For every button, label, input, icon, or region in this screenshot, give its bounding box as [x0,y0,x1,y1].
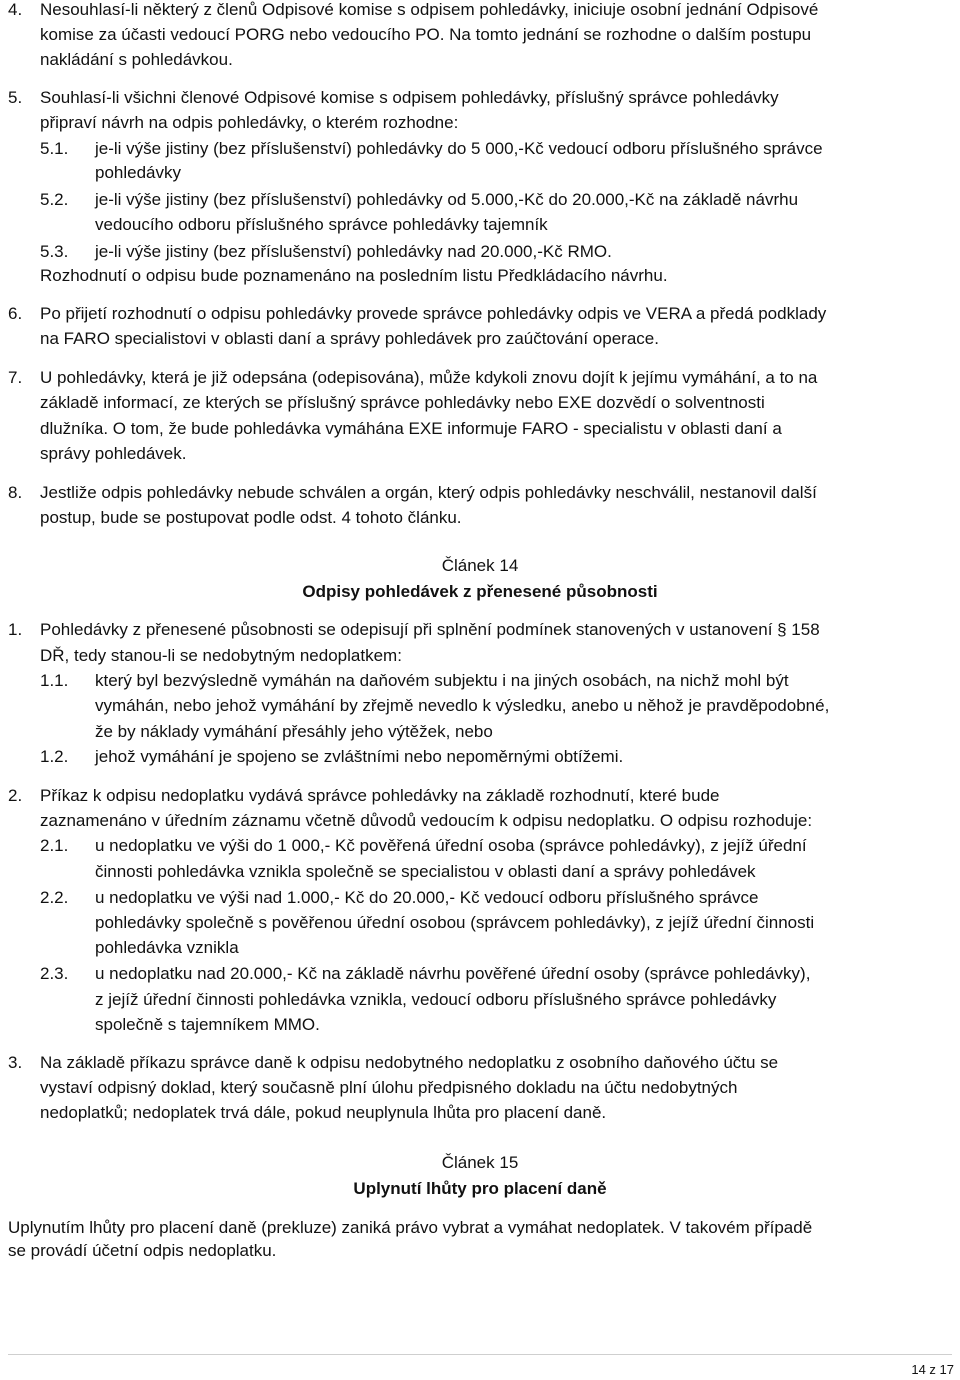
subitem-line: vymáhán, nebo jehož vymáhání by zřejmě nevedlo k výsledku, anebo u něhož je pravděpodobné, [95,696,830,715]
article-14-label: Článek 14 [441,556,519,575]
paragraph-line: Rozhodnutí o odpisu bude poznamenáno na posledním listu Předkládacího návrhu. [40,266,668,285]
paragraph-line: připraví návrh na odpis pohledávky, o kterém rozhodne: [40,113,459,132]
paragraph-line: Na základě příkazu správce daně k odpisu nedobytného nedoplatku z osobního daňového účtu se [40,1053,779,1072]
page-number: 14 z 17 [911,1362,954,1377]
subitem-line: společně s tajemníkem MMO. [95,1015,320,1034]
item-number: 5. [8,88,23,107]
paragraph-line: dlužníka. O tom, že bude pohledávka vymáhána EXE informuje FARO - specialistu v oblasti daní a [40,419,782,438]
subitem-line: který byl bezvýsledně vymáhán na daňovém subjektu i na jiných osobách, na nichž mohl být [95,671,789,690]
subitem-line: že by náklady vymáhání přesáhly jeho výtěžek, nebo [95,722,493,741]
paragraph-line: Po přijetí rozhodnutí o odpisu pohledávky provede správce pohledávky odpis ve VERA a předá podklady [40,304,827,323]
paragraph-line: DŘ, tedy stanou-li se nedobytným nedoplatkem: [40,646,402,665]
item-number: 7. [8,368,23,387]
paragraph-line: správy pohledávek. [40,444,187,463]
subitem-number: 5.1. [40,139,69,158]
paragraph-line: Nesouhlasí-li některý z členů Odpisové komise s odpisem pohledávky, iniciuje osobní jednání Odpisové [40,0,819,19]
subitem-number: 5.3. [40,242,69,261]
paragraph-line: Příkaz k odpisu nedoplatku vydává správce pohledávky na základě rozhodnutí, které bude [40,786,720,805]
subitem-line: vedoucího odboru příslušného správce pohledávky tajemník [95,215,548,234]
paragraph-line: Souhlasí-li všichni členové Odpisové komise s odpisem pohledávky, příslušný správce pohledávky [40,88,779,107]
paragraph-line: postup, bude se postupovat podle odst. 4 tohoto článku. [40,508,462,527]
subitem-number: 2.1. [40,836,69,855]
article-15-title: Uplynutí lhůty pro placení daně [353,1179,607,1198]
item-number: 3. [8,1053,23,1072]
subitem-number: 5.2. [40,190,69,209]
subitem-line: u nedoplatku ve výši nad 1.000,- Kč do 20.000,- Kč vedoucí odboru příslušného správce [95,888,759,907]
paragraph-line: komise za účasti vedoucí PORG nebo vedoucího PO. Na tomto jednání se rozhodne o dalším postupu [40,25,812,44]
article-14-title: Odpisy pohledávek z přenesené působnosti [302,582,658,601]
subitem-line: u nedoplatku nad 20.000,- Kč na základě návrhu pověřené úřední osoby (správce pohledávky), [95,964,811,983]
subitem-line: pohledávka vznikla [95,938,239,957]
paragraph-line: nedoplatků; nedoplatek trvá dále, pokud neuplynula lhůta pro placení daně. [40,1103,607,1122]
subitem-line: pohledávky společně s pověřenou úřední osobou (správcem pohledávky), z jejíž úřední činnosti [95,913,815,932]
paragraph-line: vystaví odpisný doklad, který současně plní úlohu předpisného dokladu na účtu nedobytných [40,1078,738,1097]
paragraph-line: Jestliže odpis pohledávky nebude schválen a orgán, který odpis pohledávky neschválil, nestanovil další [40,483,817,502]
item-number: 4. [8,0,23,19]
subitem-line: je-li výše jistiny (bez příslušenství) pohledávky od 5.000,-Kč do 20.000,-Kč na základě návrhu [95,190,799,209]
subitem-line: je-li výše jistiny (bez příslušenství) pohledávky nad 20.000,-Kč RMO. [95,242,612,261]
subitem-number: 1.2. [40,747,69,766]
item-number: 6. [8,304,23,323]
paragraph-line: zaznamenáno v úředním záznamu včetně důvodů vedoucím k odpisu nedoplatku. O odpisu rozhoduje: [40,811,813,830]
paragraph-line: Pohledávky z přenesené působnosti se odepisují při splnění podmínek stanovených v ustanovení § 158 [40,620,820,639]
subitem-number: 2.3. [40,964,69,983]
paragraph-line: Uplynutím lhůty pro placení daně (prekluze) zaniká právo vybrat a vymáhat nedoplatek. V takovém případě [8,1218,813,1237]
article-15-label: Článek 15 [441,1153,519,1172]
footer-divider [8,1354,952,1355]
paragraph-line: na FARO specialistovi v oblasti daní a správy pohledávek pro zaúčtování operace. [40,329,659,348]
item-number: 1. [8,620,23,639]
paragraph-line: základě informací, ze kterých se příslušný správce pohledávky nebo EXE dozvědí o solventnosti [40,393,765,412]
item-number: 2. [8,786,23,805]
subitem-line: u nedoplatku ve výši do 1 000,- Kč pověřená úřední osoba (správce pohledávky), z jejíž úřední [95,836,807,855]
paragraph-line: nakládání s pohledávkou. [40,50,233,69]
subitem-line: jehož vymáhání je spojeno se zvláštními nebo nepoměrnými obtížemi. [95,747,624,766]
subitem-line: z jejíž úřední činnosti pohledávka vznikla, vedoucí odboru příslušného správce pohledávky [95,990,777,1009]
paragraph-line: U pohledávky, která je již odepsána (odepisována), může kdykoli znovu dojít k jejímu vymáhání, a to na [40,368,818,387]
subitem-number: 2.2. [40,888,69,907]
item-number: 8. [8,483,23,502]
subitem-line: činnosti pohledávka vznikla společně se specialistou v oblasti daní a správy pohledávek [95,862,756,881]
subitem-number: 1.1. [40,671,69,690]
paragraph-line: se provádí účetní odpis nedoplatku. [8,1241,277,1260]
subitem-line: pohledávky [95,163,182,182]
subitem-line: je-li výše jistiny (bez příslušenství) pohledávky do 5 000,-Kč vedoucí odboru příslušného správce [95,139,823,158]
